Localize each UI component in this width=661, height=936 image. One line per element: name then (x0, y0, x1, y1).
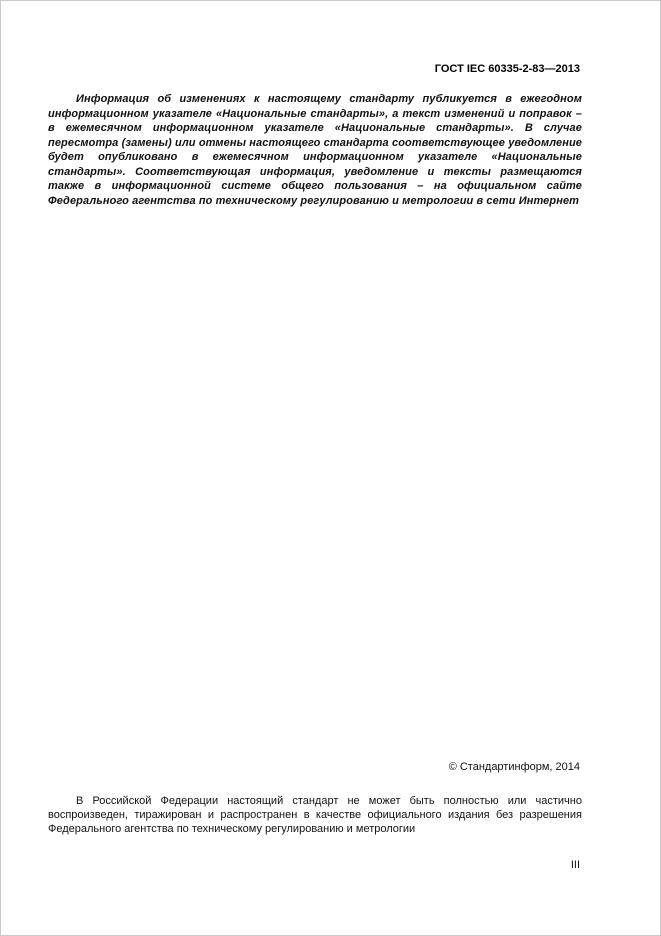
copyright-notice: © Стандартинформ, 2014 (448, 761, 580, 773)
legal-reproduction-paragraph: В Российской Федерации настоящий стандарт не может быть полностью или частично воспроизведен, тиражирован и распространен в качестве официального издания без разрешения Федерального агентства по техническому регулированию и метрологии (48, 795, 582, 835)
foreword-change-info-paragraph: Информация об изменениях к настоящему стандарту публикуется в ежегодном информационном указателе «Национальные стандарты», а текст изменений и поправок – в ежемесячном информационном указателе «Национальные стандарты». В случае пересмотра (замены) или отмены настоящего стандарта соответствующее уведомление будет опубликовано в ежемесячном информационном указателе «Национальные стандарты». Соответствующая информация, уведомление и тексты размещаются также в информационной системе общего пользования – на официальном сайте Федерального агентства по техническому регулированию и метрологии в сети Интернет (48, 93, 582, 207)
document-header-code: ГОСТ IEC 60335-2-83—2013 (434, 63, 580, 75)
page-number: III (570, 859, 580, 871)
